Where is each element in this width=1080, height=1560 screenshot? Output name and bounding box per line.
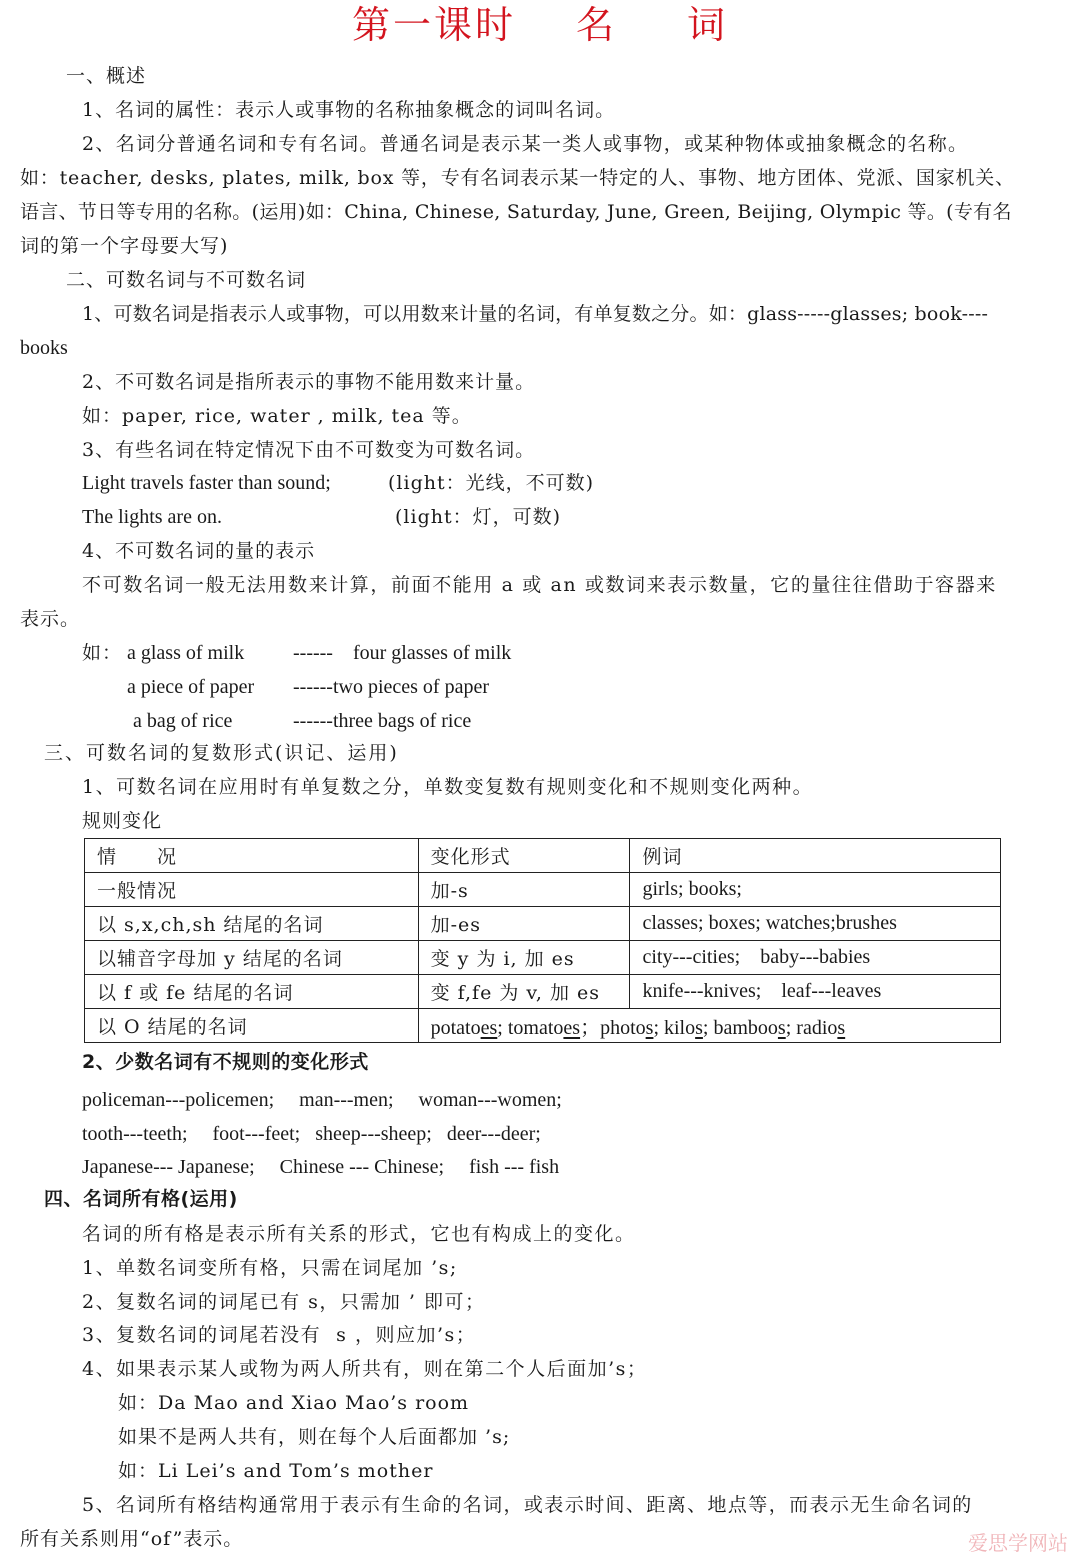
o-word: photos; xyxy=(600,1017,664,1039)
irregular-line-2: tooth---teeth; foot---feet; sheep---sheep; deer---deer; xyxy=(82,1123,541,1145)
sec4-p5-line1: 5、名词所有格结构通常用于表示有生命的名词，或表示时间、距离、地点等，而表示无生命名词的 xyxy=(82,1494,973,1516)
table-row xyxy=(85,941,1001,975)
table-cell: 变 y 为 i, 加 es xyxy=(418,941,630,975)
title-part1: 第一课时 xyxy=(351,3,516,47)
table-cell: 以 s,x,ch,sh 结尾的名词 xyxy=(85,907,419,941)
sec2-p3-example2: The lights are on. xyxy=(82,506,222,528)
sec2-p4-line2: 表示。 xyxy=(20,608,81,630)
sec4-p2: 2、复数名词的词尾已有 s，只需加 ’ 即可； xyxy=(82,1291,486,1313)
sec4-p4-example1: 如：Da Mao and Xiao Mao’s room xyxy=(118,1392,470,1414)
sec1-p2-line3: 语言、节日等专用的名称。(运用)如：China, Chinese, Saturday, June, Green, Beijing, Olympic 等。(专有名 xyxy=(20,201,1012,223)
sec2-p2: 2、不可数名词是指所表示的事物不能用数来计量。 xyxy=(82,371,536,393)
o-word: tomatoes； xyxy=(507,1017,601,1039)
page-title xyxy=(0,2,1080,48)
table-cell: 加-s xyxy=(418,873,630,907)
table-cell: knife---knives; leaf---leaves xyxy=(630,975,1001,1009)
example-2-right: ------two pieces of paper xyxy=(293,676,490,698)
table-cell: 加-es xyxy=(418,907,630,941)
section-2-heading: 二、可数名词与不可数名词 xyxy=(66,269,307,291)
sec2-p1-line2: books xyxy=(20,337,68,359)
table-row xyxy=(85,1009,1001,1043)
table-cell: girls; books; xyxy=(630,873,1001,907)
table-cell: 一般情况 xyxy=(85,873,419,907)
sec1-p2-line1: 2、名词分普通名词和专有名词。普通名词是表示某一类人或事物，或某种物体或抽象概念的名称。 xyxy=(82,133,969,155)
sec2-p1-line1: 1、可数名词是指表示人或事物，可以用数来计量的名词，有单复数之分。如：glass-----glasses; book---- xyxy=(82,303,989,325)
o-word: kilos; xyxy=(664,1017,714,1039)
table-cell-o-examples xyxy=(418,1009,1000,1043)
sec1-p2-line2: 如：teacher, desks, plates, milk, box 等，专有名词表示某一特定的人、事物、地方团体、党派、国家机关、 xyxy=(20,167,1015,189)
section-4-heading: 四、名词所有格(运用) xyxy=(44,1188,238,1210)
table-row xyxy=(85,975,1001,1009)
sec4-p3: 3、复数名词的词尾若没有 s ，则应加’s； xyxy=(82,1324,477,1346)
regular-change-label: 规则变化 xyxy=(82,810,163,832)
table-header-cell: 变化形式 xyxy=(418,839,630,873)
section-1-heading: 一、概述 xyxy=(66,65,147,87)
table-cell: 变 f,fe 为 v, 加 es xyxy=(418,975,630,1009)
section-3-heading: 三、可数名词的复数形式(识记、运用) xyxy=(44,742,399,764)
sec2-p4-line1: 不可数名词一般无法用数来计算，前面不能用 a 或 an 或数词来表示数量，它的量往往借助于容器来 xyxy=(82,574,997,596)
irregular-line-1: policeman---policemen; man---men; woman---women; xyxy=(82,1089,562,1111)
table-cell: 以辅音字母加 y 结尾的名词 xyxy=(85,941,419,975)
table-cell: 以 f 或 fe 结尾的名词 xyxy=(85,975,419,1009)
sec2-p3-example1: Light travels faster than sound; xyxy=(82,472,331,494)
example-3-right: ------three bags of rice xyxy=(293,710,472,732)
table-header-cell: 情 况 xyxy=(85,839,419,873)
title-part2: 名 xyxy=(575,3,617,47)
o-word: radios xyxy=(796,1017,846,1039)
sec2-p2-example: 如：paper, rice, water , milk, tea 等。 xyxy=(82,405,472,427)
irregular-line-3: Japanese--- Japanese; Chinese --- Chinese; fish --- fish xyxy=(82,1156,560,1178)
sec4-p4: 4、如果表示某人或物为两人所共有，则在第二个人后面加’s； xyxy=(82,1358,648,1380)
sec3-p2: 2、少数名词有不规则的变化形式 xyxy=(82,1051,369,1073)
example-1-left: a glass of milk xyxy=(127,642,245,664)
table-header-row xyxy=(85,839,1001,873)
o-word: potatoes; xyxy=(430,1017,508,1039)
sec1-p2-line4: 词的第一个字母要大写) xyxy=(20,235,229,257)
example-2-left: a piece of paper xyxy=(127,676,255,698)
sec2-p3-example1-note: (light：光线，不可数) xyxy=(388,472,595,494)
example-prefix: 如： xyxy=(82,642,123,664)
sec4-p5-line2: 所有关系则用“of”表示。 xyxy=(20,1528,244,1550)
example-1-right: ------ four glasses of milk xyxy=(293,642,512,664)
sec1-p1: 1、名词的属性：表示人或事物的名称抽象概念的词叫名词。 xyxy=(82,99,616,121)
table-header-cell: 例词 xyxy=(630,839,1001,873)
sec2-p3-example2-note: (light：灯，可数) xyxy=(395,506,562,528)
watermark: 爱思学网站 xyxy=(968,1531,1068,1555)
plural-rules-table xyxy=(84,838,1001,1043)
title-part3: 词 xyxy=(687,3,729,47)
table-row xyxy=(85,873,1001,907)
sec4-intro: 名词的所有格是表示所有关系的形式，它也有构成上的变化。 xyxy=(82,1223,636,1245)
example-3-left: a bag of rice xyxy=(133,710,233,732)
sec4-p4-note: 如果不是两人共有，则在每个人后面都加 ’s; xyxy=(118,1426,511,1448)
sec4-p4-example2: 如：Li Lei’s and Tom’s mother xyxy=(118,1460,434,1482)
sec4-p1: 1、单数名词变所有格，只需在词尾加 ’s; xyxy=(82,1257,458,1279)
table-cell: city---cities; baby---babies xyxy=(630,941,1001,975)
table-cell: classes; boxes; watches;brushes xyxy=(630,907,1001,941)
sec2-p3: 3、有些名词在特定情况下由不可数变为可数名词。 xyxy=(82,439,536,461)
o-word: bamboos; xyxy=(713,1017,797,1039)
sec2-p4: 4、不可数名词的量的表示 xyxy=(82,540,316,562)
table-row xyxy=(85,907,1001,941)
sec3-p1: 1、可数名词在应用时有单复数之分，单数变复数有规则变化和不规则变化两种。 xyxy=(82,776,814,798)
table-cell: 以 O 结尾的名词 xyxy=(85,1009,419,1043)
